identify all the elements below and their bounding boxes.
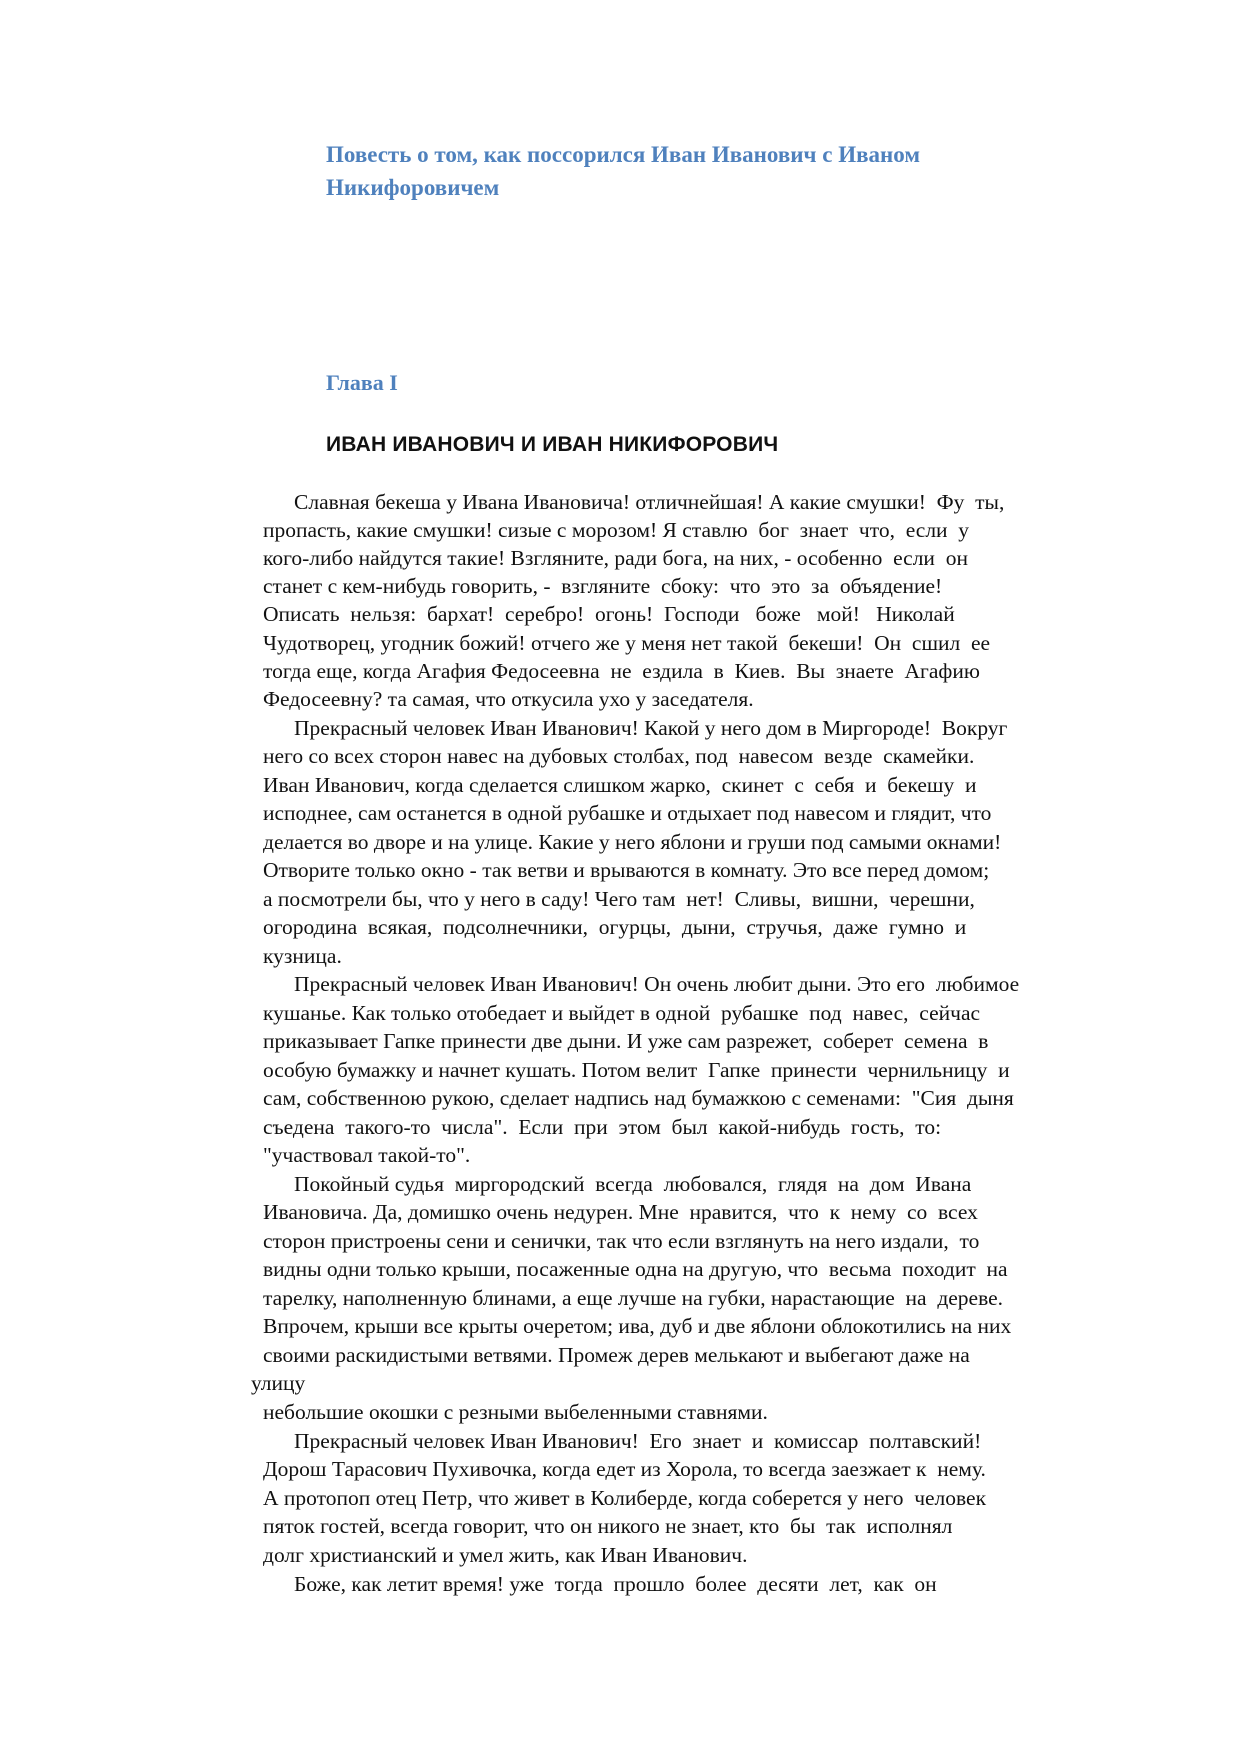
- text-line: Покойный судья миргородский всегда любовался, глядя на дом Ивана: [294, 1172, 972, 1196]
- text-line: Прекрасный человек Иван Иванович! Его знает и комиссар полтавский!: [294, 1429, 982, 1453]
- text-line: улицу: [251, 1371, 306, 1395]
- text-line: него со всех сторон навес на дубовых столбах, под навесом везде скамейки.: [263, 744, 975, 768]
- text-line: делается во дворе и на улице. Какие у него яблони и груши под самыми окнами!: [263, 830, 1002, 854]
- text-line: приказывает Гапке принести две дыни. И уже сам разрежет, соберет семена в: [263, 1029, 989, 1053]
- text-line: долг христианский и умел жить, как Иван Иванович.: [263, 1543, 748, 1567]
- text-line: особую бумажку и начнет кушать. Потом велит Гапке принести чернильницу и: [263, 1058, 1010, 1082]
- text-line: Ивановича. Да, домишко очень недурен. Мне нравится, что к нему со всех: [263, 1200, 978, 1224]
- text-line: Чудотворец, угодник божий! отчего же у меня нет такой бекеши! Он сшил ее: [263, 631, 991, 655]
- story-title: Повесть о том, как поссорился Иван Иванович с Иваном Никифоровичем: [326, 142, 920, 200]
- chapter-heading: Глава I: [326, 370, 398, 395]
- text-line: небольшие окошки с резными выбеленными ставнями.: [263, 1400, 768, 1424]
- text-line: Впрочем, крыши все крыты очеретом; ива, дуб и две яблони облокотились на них: [263, 1314, 1012, 1338]
- text-line: огородина всякая, подсолнечники, огурцы, дыни, стручья, даже гумно и: [263, 915, 967, 939]
- text-line: пропасть, какие смушки! сизые с морозом! Я ставлю бог знает что, если у: [263, 518, 970, 542]
- text-line: кого-либо найдутся такие! Взгляните, ради бога, на них, - особенно если он: [263, 546, 968, 570]
- text-line: своими раскидистыми ветвями. Промеж дерев мелькают и выбегают даже на: [263, 1343, 970, 1367]
- text-line: пяток гостей, всегда говорит, что он никого не знает, кто бы так исполнял: [263, 1514, 953, 1538]
- text-line: Федосеевну? та самая, что откусила ухо у заседателя.: [263, 687, 754, 711]
- chapter-subtitle: ИВАН ИВАНОВИЧ И ИВАН НИКИФОРОВИЧ: [326, 433, 779, 456]
- text-line: Дорош Тарасович Пухивочка, когда едет из Хорола, то всегда заезжает к нему.: [263, 1457, 986, 1481]
- text-line: тогда еще, когда Агафия Федосеевна не ездила в Киев. Вы знаете Агафию: [263, 659, 980, 683]
- text-line: Иван Иванович, когда сделается слишком жарко, скинет с себя и бекешу и: [263, 773, 977, 797]
- text-line: Отворите только окно - так ветви и врываются в комнату. Это все перед домом;: [263, 858, 990, 882]
- text-line: станет с кем-нибудь говорить, - взгляните сбоку: что это за объядение!: [263, 574, 943, 598]
- text-line: Боже, как летит время! уже тогда прошло более десяти лет, как он: [294, 1572, 937, 1596]
- text-line: Прекрасный человек Иван Иванович! Какой у него дом в Миргороде! Вокруг: [294, 716, 1008, 740]
- text-line: Прекрасный человек Иван Иванович! Он очень любит дыни. Это его любимое: [294, 972, 1020, 996]
- text-line: исподнее, сам останется в одной рубашке и отдыхает под навесом и глядит, что: [263, 801, 992, 825]
- text-line: А протопоп отец Петр, что живет в Колиберде, когда соберется у него человек: [263, 1486, 987, 1510]
- text-line: Описать нельзя: бархат! серебро! огонь! Господи боже мой! Николай: [263, 602, 955, 626]
- text-line: а посмотрели бы, что у него в саду! Чего там нет! Сливы, вишни, черешни,: [263, 887, 975, 911]
- text-line: кушанье. Как только отобедает и выйдет в одной рубашке под навес, сейчас: [263, 1001, 981, 1025]
- text-line: видны одни только крыши, посаженные одна на другую, что весьма походит на: [263, 1257, 1008, 1281]
- text-line: "участвовал такой-то".: [263, 1143, 471, 1167]
- text-line: сторон пристроены сени и сенички, так что если взглянуть на него издали, то: [263, 1229, 980, 1253]
- text-line: тарелку, наполненную блинами, а еще лучше на губки, нарастающие на дереве.: [263, 1286, 1004, 1310]
- text-line: сам, собственною рукою, сделает надпись над бумажкою с семенами: "Сия дыня: [263, 1086, 1014, 1110]
- text-line: съедена такого-то числа". Если при этом был какой-нибудь гость, то:: [263, 1115, 942, 1139]
- text-line: Славная бекеша у Ивана Ивановича! отличнейшая! А какие смушки! Фу ты,: [294, 490, 1005, 514]
- text-line: кузница.: [263, 944, 342, 968]
